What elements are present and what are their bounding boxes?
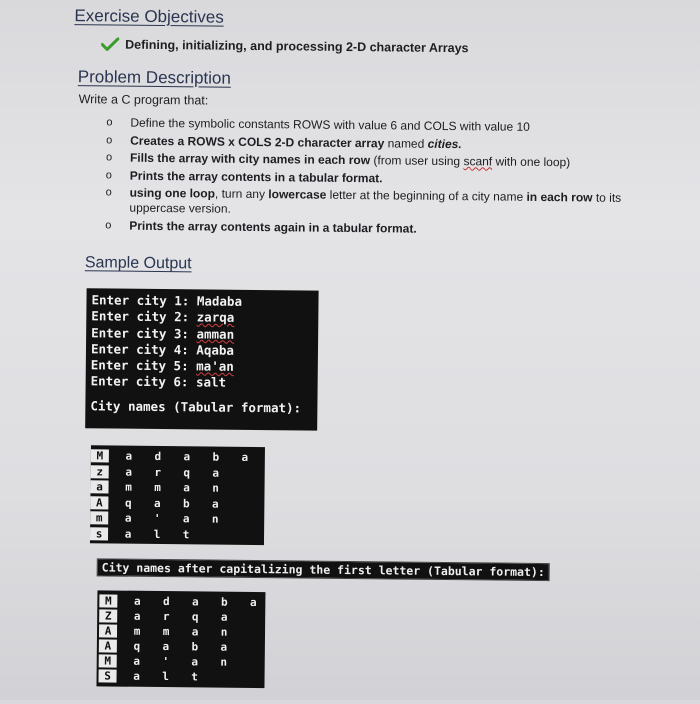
grid-cell: t	[182, 527, 190, 541]
console-input-value: salt	[195, 374, 227, 391]
requirement-text: letter at the beginning of a city name	[329, 187, 524, 204]
grid-cell: a	[125, 449, 133, 463]
grid-cell: m	[133, 624, 141, 638]
objective-item	[101, 37, 469, 55]
grid-cell: r	[154, 465, 162, 479]
objective-text: Defining, initializing, and processing 2-D character Arrays	[125, 37, 469, 56]
grid-cell: a	[124, 527, 132, 541]
grid-cell: t	[191, 670, 198, 684]
grid-cell: d	[154, 449, 162, 464]
grid-cell: l	[162, 670, 169, 684]
requirement-text: uppercase version.	[129, 200, 231, 216]
requirement-text: lowercase	[268, 187, 327, 202]
console-input-value: amman	[196, 325, 235, 342]
console-input-block	[85, 288, 318, 430]
grid-cell: Z	[99, 609, 117, 622]
requirement-text: 2-D character array	[274, 134, 385, 150]
grid-cell: a	[133, 654, 141, 668]
requirement-text: , turn any	[214, 186, 266, 202]
grid-cell: n	[212, 481, 219, 495]
bullet-marker: o	[106, 116, 113, 129]
grid-cell: n	[220, 625, 228, 639]
console-input-value: zarqa	[196, 309, 235, 326]
grid-cell: a	[162, 640, 170, 654]
grid-cell: a	[220, 610, 228, 624]
console-prompt: Enter city 5:	[90, 357, 197, 374]
grid-cell: A	[99, 639, 117, 652]
grid-cell: M	[91, 449, 109, 462]
requirement-text: using one loop	[129, 185, 216, 201]
requirement-text: in a tabular format.	[308, 220, 417, 236]
grid-cell: M	[99, 594, 117, 607]
grid-cell: '	[162, 655, 170, 669]
grid-cell: a	[125, 465, 133, 479]
requirement-text: with one loop)	[495, 154, 571, 170]
grid-cell: a	[183, 450, 191, 464]
bullet-marker: o	[105, 218, 112, 231]
grid-cell: S	[99, 669, 117, 682]
requirement-text: (from user using	[373, 153, 461, 169]
grid-cell: m	[154, 480, 161, 495]
console-input-value: Madaba	[196, 293, 243, 309]
requirement-text: in each row	[526, 189, 593, 205]
requirements-list	[105, 115, 696, 241]
console-input-value: Aqaba	[196, 342, 235, 358]
requirement-text: Creates a ROWS x COLS	[130, 133, 272, 149]
grid-cell: m	[125, 480, 132, 494]
grid-cell: q	[125, 496, 132, 510]
grid-cell: m	[162, 625, 170, 639]
grid-cell: a	[133, 609, 141, 623]
grid-cell: q	[183, 465, 191, 479]
tabular-output-2	[96, 590, 265, 688]
console-prompt: Enter city 4:	[90, 341, 197, 358]
requirement-text: Prints the array contents in a tabular format.	[129, 168, 383, 185]
grid-cell: a	[191, 655, 199, 669]
requirement-text: named	[387, 135, 425, 151]
bullet-marker: o	[106, 133, 113, 146]
grid-cell: A	[90, 496, 108, 509]
grid-cell: a	[212, 466, 220, 480]
table2-caption: City names after capitalizing the first letter (Tabular format):	[98, 559, 549, 580]
grid-cell: n	[211, 512, 219, 526]
requirement-text: cities.	[427, 136, 462, 151]
grid-cell: a	[191, 625, 199, 639]
grid-cell: a	[212, 497, 219, 511]
requirement-item	[105, 185, 695, 221]
grid-cell: a	[220, 640, 228, 654]
requirement-text: scanf	[463, 154, 493, 169]
problem-description-heading: Problem Description	[77, 67, 232, 88]
requirement-item	[105, 218, 695, 239]
problem-intro: Write a C program that:	[78, 92, 209, 108]
console-prompt: Enter city 6:	[90, 373, 197, 390]
grid-cell: q	[133, 639, 141, 653]
grid-cell: a	[241, 450, 249, 464]
console-input-line	[91, 374, 318, 393]
grid-cell: b	[220, 595, 228, 609]
grid-cell: a	[133, 594, 141, 608]
requirement-text: city names in each row	[238, 151, 371, 168]
bullet-marker: o	[105, 151, 113, 164]
grid-cell: d	[162, 595, 170, 609]
requirement-text: Fills the array with	[129, 150, 236, 166]
grid-cell: M	[99, 654, 117, 667]
grid-cell: z	[91, 465, 109, 478]
grid-cell: l	[153, 527, 161, 541]
tabular-output-1	[90, 445, 265, 545]
grid-cell: a	[90, 480, 108, 493]
grid-cell: a	[182, 512, 190, 526]
bullet-marker: o	[105, 186, 112, 199]
grid-cell: m	[90, 511, 108, 524]
grid-cell: a	[249, 595, 257, 610]
grid-cell: a	[124, 511, 132, 525]
grid-cell: b	[191, 640, 199, 654]
grid-cell: q	[191, 610, 199, 624]
grid-cell: b	[212, 450, 220, 464]
requirement-text: to its	[595, 190, 622, 205]
checkmark-icon	[101, 37, 119, 51]
grid-cell: a	[191, 595, 199, 609]
grid-cell: s	[90, 527, 108, 540]
sample-output-heading: Sample Output	[84, 254, 192, 273]
exercise-objectives-heading: Exercise Objectives	[74, 6, 224, 27]
grid-cell: A	[99, 624, 117, 637]
grid-cell: '	[153, 511, 161, 526]
grid-cell: r	[162, 610, 170, 624]
console-prompt: Enter city 3:	[91, 324, 197, 341]
grid-cell: b	[183, 496, 190, 510]
bullet-marker: o	[105, 168, 113, 181]
grid-cell: a	[183, 481, 190, 495]
requirement-text: Prints the array contents again	[129, 218, 306, 235]
console-prompt: Enter city 1:	[91, 292, 197, 309]
console-prompt: Enter city 2:	[91, 308, 197, 325]
console-input-value: ma'an	[196, 358, 234, 374]
grid-cell: a	[133, 669, 140, 683]
grid-cell: n	[220, 655, 228, 669]
table1-caption: City names (Tabular format):	[90, 398, 302, 416]
grid-cell: a	[154, 496, 161, 510]
requirement-text: Define the symbolic constants ROWS with value 6 and COLS with value 10	[130, 115, 530, 134]
